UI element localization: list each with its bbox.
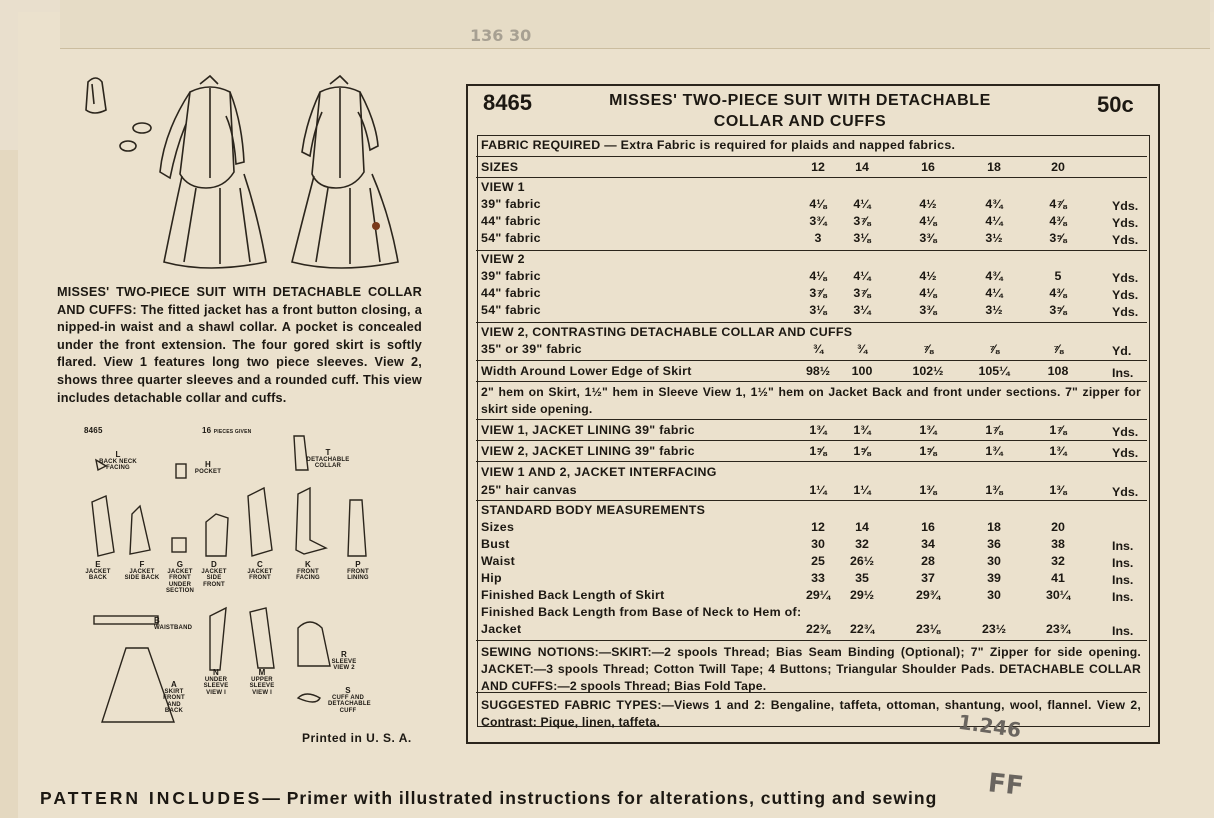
pattern-description [57, 284, 422, 407]
piece-N [198, 670, 234, 696]
piece-T-label: DETACHABLE COLLAR [306, 456, 350, 469]
piece-K-shape [296, 488, 326, 554]
view2-row-value: 4½ [919, 269, 937, 283]
piece-N-letter: N [213, 668, 219, 677]
width-row-value: 100 [851, 364, 873, 378]
piece-A-label: SKIRT FRONT AND BACK [163, 688, 185, 714]
size-header: 14 [855, 160, 869, 174]
hem-note: 2" hem on Skirt, 1½" hem in Sleeve View 1, 1½" hem on Jacket Back and front under sections. 7" zipper for skirt side opening. [481, 385, 1141, 416]
figure1-jacket [180, 87, 234, 188]
body-row-value: 34 [921, 537, 935, 551]
piece-B-label: WAISTBAND [154, 624, 193, 631]
view2-label: VIEW 2 [481, 252, 525, 266]
pieces-count-label: PIECES GIVEN [213, 429, 252, 435]
body-row-unit: Ins. [1112, 573, 1134, 587]
view2-row-value: 4¾ [985, 269, 1003, 283]
piece-P-label: FRONT LINING [347, 568, 369, 581]
contrast-row-value: ⅞ [922, 342, 934, 356]
body-row-label: Finished Back Length of Skirt [481, 588, 665, 602]
lining1-row-value: 1¾ [809, 423, 827, 437]
width-row-value: 98½ [805, 364, 831, 378]
figure1-right-sleeve [226, 92, 244, 164]
piece-S-letter: S [345, 686, 351, 695]
piece-L-label: BACK NECK FACING [99, 458, 137, 471]
piece-B-letter: B [154, 616, 160, 625]
lining1-row-value: 1¾ [919, 423, 937, 437]
description-lead: MISSES' TWO-PIECE SUIT WITH DETACHABLE COLLAR AND CUFFS: [57, 285, 422, 317]
body-row-value: 28 [921, 554, 935, 568]
view1-row-value: 4¼ [853, 197, 871, 211]
piece-K [292, 562, 324, 582]
view1-row-value: 4⅞ [1049, 197, 1067, 211]
view1-row-unit: Yds. [1112, 216, 1139, 230]
jacket-length-row-label: Jacket [481, 622, 522, 636]
piece-E-label: JACKET BACK [85, 568, 111, 581]
view1-row-value: 3⅝ [1049, 231, 1067, 245]
description-body: The fitted jacket has a front button closing, a nipped-in waist and a shawl collar. A pocket is concealed under the front extension. The four gored skirt is softly flared. View 1 features long two piece sleeves. View 2, shows three quarter sleeves and a rounded cuff. This view includes detachable collar and cuffs. [57, 302, 422, 405]
view2-row-value: 3⅜ [919, 303, 937, 317]
body-row-value: 20 [1051, 520, 1065, 534]
divider-lining2 [476, 440, 1147, 441]
lining1-row-unit: Yds. [1112, 425, 1139, 439]
piece-T [306, 450, 350, 470]
envelope-flap-top [60, 0, 1210, 49]
piece-E-letter: E [95, 560, 101, 569]
stain-mark [372, 222, 380, 230]
view1-row-unit: Yds. [1112, 233, 1139, 247]
pattern-number: 8465 [483, 90, 532, 115]
piece-A-letter: A [171, 680, 177, 689]
piece-C-label: JACKET FRONT [247, 568, 273, 581]
lining2-row-value: 1¾ [985, 444, 1003, 458]
body-row-value: 32 [1051, 554, 1065, 568]
figure2-collar [330, 76, 348, 84]
body-row-value: 25 [811, 554, 825, 568]
title-line-1: MISSES' TWO-PIECE SUIT WITH DETACHABLE [609, 92, 991, 109]
view1-row-value: 3½ [985, 231, 1003, 245]
jacket-length-row-value: 23¾ [1045, 622, 1071, 636]
divider-sizes [476, 156, 1147, 157]
width-row-label: Width Around Lower Edge of Skirt [481, 364, 692, 378]
lining1-row-value: 1¾ [853, 423, 871, 437]
contrast-label: VIEW 2, CONTRASTING DETACHABLE COLLAR AND CUFFS [481, 325, 853, 339]
piece-C [244, 562, 276, 582]
divider-view1 [476, 177, 1147, 178]
piece-G [164, 562, 196, 595]
view2-row-label: 44" fabric [481, 286, 541, 300]
view2-row-label: 54" fabric [481, 303, 541, 317]
piece-D-letter: D [211, 560, 217, 569]
piece-F-shape [130, 506, 150, 554]
body-row-value: 16 [921, 520, 935, 534]
contrast-row-unit: Yd. [1112, 344, 1132, 358]
figure2-jacket [312, 87, 364, 188]
view1-row-value: 4⅛ [809, 197, 827, 211]
piece-E-shape [92, 496, 114, 556]
piece-K-label: FRONT FACING [296, 568, 320, 581]
piece-R-label: SLEEVE VIEW 2 [331, 658, 357, 671]
view1-row-unit: Yds. [1112, 199, 1139, 213]
view1-row-value: 3⅞ [853, 214, 871, 228]
body-row-value: 38 [1051, 537, 1065, 551]
piece-P-letter: P [355, 560, 361, 569]
piece-B-shape [94, 616, 158, 624]
piece-D-shape [206, 514, 228, 556]
view1-row-value: 4¾ [985, 197, 1003, 211]
view1-row-value: 3 [814, 231, 822, 245]
figure1-skirt-gores [184, 188, 250, 264]
pieces-count-value: 16 [202, 426, 212, 435]
lining2-row-value: 1¾ [1049, 444, 1067, 458]
view2-row-value: 3⅞ [809, 286, 827, 300]
initials-stamp: FF [986, 768, 1026, 802]
piece-R [328, 652, 360, 672]
view1-row-value: 4½ [919, 197, 937, 211]
view2-row-value: 5 [1054, 269, 1062, 283]
body-row-value: 12 [811, 520, 825, 534]
figure2-skirt-gores [316, 188, 380, 264]
figure1-skirt [164, 174, 266, 268]
piece-H-letter: H [205, 460, 211, 469]
collar-inner-line [92, 84, 94, 104]
piece-T-letter: T [325, 448, 331, 457]
jacket-length-row-value: 22¾ [849, 622, 875, 636]
contrast-row-value: ⅞ [988, 342, 1000, 356]
size-header: 16 [921, 160, 935, 174]
interfacing-row-value: 1⅜ [1049, 483, 1067, 497]
body-measurements-label: STANDARD BODY MEASUREMENTS [481, 503, 706, 517]
title-line-2: COLLAR AND CUFFS [713, 113, 887, 130]
width-row-value: 105¼ [978, 364, 1010, 378]
body-row-value: 14 [855, 520, 869, 534]
divider-lining1 [476, 419, 1147, 420]
figure2-skirt [292, 174, 398, 268]
body-row-value: 41 [1051, 571, 1065, 585]
body-row-value: 37 [921, 571, 935, 585]
view1-row-value: 3⅛ [853, 231, 871, 245]
body-row-label: Waist [481, 554, 516, 568]
lining2-row-value: 1⅝ [809, 444, 827, 458]
view1-label: VIEW 1 [481, 180, 525, 194]
cuff-sketch-2 [120, 141, 136, 151]
view2-row-unit: Yds. [1112, 271, 1139, 285]
piece-F-letter: F [139, 560, 145, 569]
view1-row-label: 54" fabric [481, 231, 541, 245]
contrast-row-value: ¾ [856, 342, 868, 356]
pattern-piece-shapes [84, 426, 454, 748]
price-mark-stamp: 1.246 [956, 709, 1023, 743]
piece-S-shape [298, 694, 320, 702]
footer-line [40, 788, 937, 809]
view2-row-value: 3⅞ [853, 286, 871, 300]
piece-R-shape [298, 622, 330, 666]
width-row-value: 102½ [912, 364, 944, 378]
jacket-length-row-value: 23½ [981, 622, 1007, 636]
view1-row-value: 3⅜ [919, 231, 937, 245]
view2-row-value: 4⅜ [1049, 286, 1067, 300]
view2-row-value: 3¼ [853, 303, 871, 317]
footer-lead: PATTERN INCLUDES [40, 788, 263, 808]
divider-view2 [476, 250, 1147, 251]
interfacing-row-value: 1⅜ [919, 483, 937, 497]
view1-row-value: 4¼ [985, 214, 1003, 228]
piece-M [244, 670, 280, 696]
pattern-pieces [84, 426, 454, 748]
body-row-value: 30 [987, 588, 1001, 602]
fabric-required-note: FABRIC REQUIRED — Extra Fabric is required for plaids and napped fabrics. [481, 138, 956, 152]
lining2-row-label: VIEW 2, JACKET LINING 39" fabric [481, 444, 695, 458]
piece-K-letter: K [305, 560, 311, 569]
view1-row-value: 4⅛ [919, 214, 937, 228]
footer-text: — Primer with illustrated instructions for alterations, cutting and sewing [262, 788, 938, 808]
piece-C-shape [248, 488, 272, 556]
piece-D-label: JACKET SIDE FRONT [201, 568, 227, 588]
lining1-row-label: VIEW 1, JACKET LINING 39" fabric [481, 423, 695, 437]
piece-M-shape [250, 608, 274, 668]
pattern-title [560, 90, 1040, 132]
sizes-label: SIZES [481, 160, 519, 174]
view1-row-value: 4⅜ [1049, 214, 1067, 228]
piece-D [198, 562, 230, 588]
body-row-value: 32 [855, 537, 869, 551]
body-row-value: 18 [987, 520, 1001, 534]
interfacing-row-value: 1¼ [809, 483, 827, 497]
jacket-length-row-unit: Ins. [1112, 624, 1134, 638]
contrast-row-value: ¾ [812, 342, 824, 356]
divider-notions [476, 640, 1147, 641]
body-row-label: Sizes [481, 520, 515, 534]
piece-M-label: UPPER SLEEVE VIEW I [249, 676, 275, 696]
piece-A [160, 682, 188, 715]
piece-C-letter: C [257, 560, 263, 569]
size-header: 12 [811, 160, 825, 174]
piece-F [122, 562, 162, 582]
sewing-notions: SEWING NOTIONS:—SKIRT:—2 spools Thread; Bias Seam Binding (Optional); 7" Zipper for side opening. JACKET:—3 spools Thread; Cotton Twill Tape; 4 Buttons; Triangular Shoulder Pads. DETACHABLE COLLAR AND CUFFS:—2 spools Thread; Bias Fold Tape. [481, 645, 1141, 693]
view2-row-value: 3⅛ [809, 303, 827, 317]
body-row-value: 30 [811, 537, 825, 551]
divider-hem [476, 381, 1147, 382]
piece-S [328, 686, 371, 714]
divider-interfacing [476, 461, 1147, 462]
piece-H-label: POCKET [194, 468, 222, 475]
piece-P-shape [348, 500, 366, 556]
contrast-row-value: ⅞ [1052, 342, 1064, 356]
view2-row-unit: Yds. [1112, 288, 1139, 302]
jacket-length-row-value: 23⅛ [915, 622, 941, 636]
body-row-label: Hip [481, 571, 502, 585]
lining1-row-value: 1⅞ [985, 423, 1003, 437]
body-row-value: 29½ [849, 588, 875, 602]
top-mark: 136 30 [470, 26, 532, 45]
body-row-value: 26½ [849, 554, 875, 568]
interfacing-row-value: 1¼ [853, 483, 871, 497]
pattern-price: 50c [1097, 92, 1134, 117]
body-row-value: 33 [811, 571, 825, 585]
body-row-value: 29¾ [915, 588, 941, 602]
neck-to-hem-label: Finished Back Length from Base of Neck to Hem of: [481, 605, 802, 619]
view1-row-value: 3¾ [809, 214, 827, 228]
body-row-value: 30¼ [1045, 588, 1071, 602]
piece-E [82, 562, 114, 582]
piece-P [342, 562, 374, 582]
view2-row-value: 4¼ [985, 286, 1003, 300]
piece-S-label: CUFF AND DETACHABLE CUFF [328, 694, 371, 714]
body-row-value: 35 [855, 571, 869, 585]
piece-H-shape [176, 464, 186, 478]
piece-F-label: JACKET SIDE BACK [124, 568, 160, 581]
view2-row-value: 3⅝ [1049, 303, 1067, 317]
view1-row-label: 44" fabric [481, 214, 541, 228]
printed-in-usa: Printed in U. S. A. [302, 731, 412, 745]
width-row-unit: Ins. [1112, 366, 1134, 380]
view2-row-value: 4⅛ [809, 269, 827, 283]
body-row-value: 39 [987, 571, 1001, 585]
body-row-label: Bust [481, 537, 510, 551]
interfacing-row-label: 25" hair canvas [481, 483, 577, 497]
lining2-row-value: 1⅝ [853, 444, 871, 458]
view2-row-value: 4¼ [853, 269, 871, 283]
view2-row-value: 4⅛ [919, 286, 937, 300]
piece-R-letter: R [341, 650, 347, 659]
view2-row-label: 39" fabric [481, 269, 541, 283]
piece-N-shape [210, 608, 226, 670]
interfacing-row-unit: Yds. [1112, 485, 1139, 499]
suggested-fabrics: SUGGESTED FABRIC TYPES:—Views 1 and 2: Bengaline, taffeta, ottoman, shantung, wool, flannel. View 2, Contrast: Pique, linen, taffeta. [481, 698, 1141, 729]
body-row-unit: Ins. [1112, 590, 1134, 604]
cuff-sketch-1 [133, 123, 151, 133]
piece-H [188, 462, 228, 475]
lining2-row-value: 1⅝ [919, 444, 937, 458]
piece-B [154, 618, 202, 631]
contrast-row-label: 35" or 39" fabric [481, 342, 582, 356]
body-row-value: 36 [987, 537, 1001, 551]
view2-row-unit: Yds. [1112, 305, 1139, 319]
piece-G-label: JACKET FRONT UNDER SECTION [165, 568, 195, 594]
piece-N-label: UNDER SLEEVE VIEW I [203, 676, 229, 696]
jacket-length-row-value: 22⅜ [805, 622, 831, 636]
piece-L [98, 452, 138, 472]
view2-row-value: 3½ [985, 303, 1003, 317]
piece-M-letter: M [258, 668, 266, 677]
body-row-value: 29¼ [805, 588, 831, 602]
divider-body [476, 500, 1147, 501]
pieces-number: 8465 [84, 426, 103, 435]
view1-row-label: 39" fabric [481, 197, 541, 211]
piece-G-letter: G [176, 560, 184, 569]
size-header: 20 [1051, 160, 1065, 174]
collar-sketch [86, 78, 106, 113]
body-row-value: 30 [987, 554, 1001, 568]
lining2-row-unit: Yds. [1112, 446, 1139, 460]
divider-width [476, 360, 1147, 361]
body-row-unit: Ins. [1112, 539, 1134, 553]
piece-L-letter: L [115, 450, 121, 459]
width-row-value: 108 [1047, 364, 1069, 378]
fashion-illustrations [70, 68, 400, 278]
interfacing-row-value: 1⅜ [985, 483, 1003, 497]
lining1-row-value: 1⅞ [1049, 423, 1067, 437]
size-header: 18 [987, 160, 1001, 174]
piece-G-shape [172, 538, 186, 552]
body-row-unit: Ins. [1112, 556, 1134, 570]
figure1-collar [200, 76, 218, 84]
divider-contrast [476, 322, 1147, 323]
interfacing-label: VIEW 1 AND 2, JACKET INTERFACING [481, 465, 717, 479]
